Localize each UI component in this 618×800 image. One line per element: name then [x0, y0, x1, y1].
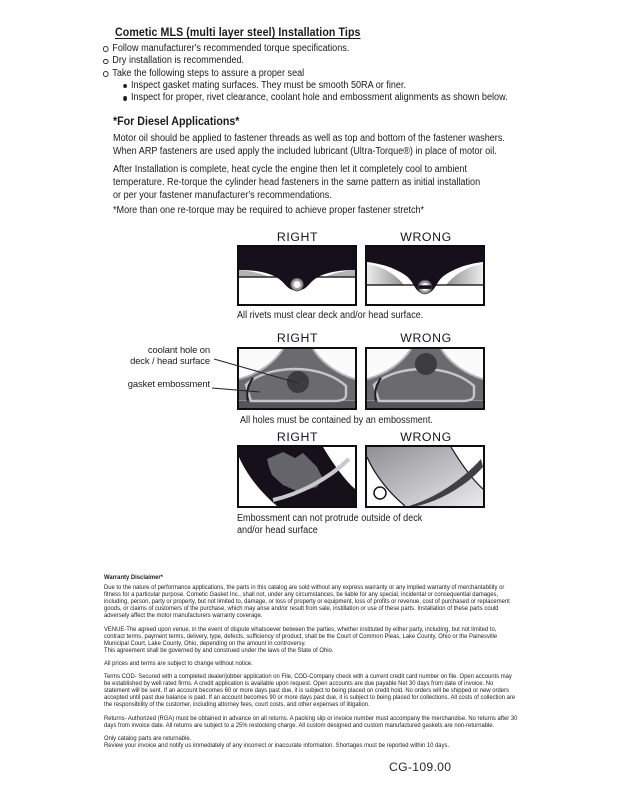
page-title: Cometic MLS (multi layer steel) Installation Tips: [115, 25, 361, 39]
legal-line: VENUE-The agreed upon venue, in the event of dispute whatsoever between the parties, whether instituted by either party, including, but not limited to, contract terms, payment terms, delivery, type, defects, sufficiency of product, shall be the Court of Common Pleas, Lake County, Ohio or the Painesville Municipal Court, Lake County, Ohio, depending on the amount in controversy.: [104, 625, 498, 647]
tip-text: Take the following steps to assure a proper seal: [112, 67, 305, 79]
rivet-right-diagram: [237, 245, 357, 306]
gasket-embossment-label: gasket embossment: [127, 378, 210, 389]
hole-right-diagram: [237, 347, 357, 410]
filled-bullet-icon: [123, 84, 127, 88]
holes-caption: All holes must be contained by an embossment.: [240, 415, 433, 426]
diesel-paragraph-1: [113, 133, 505, 159]
open-circle-bullet-icon: [103, 71, 108, 77]
tip-text: Follow manufacturer's recommended torque specifications.: [112, 43, 350, 54]
legal-line: Only catalog parts are returnable.: [104, 734, 192, 742]
caption-line: and/or head surface: [237, 524, 318, 536]
open-circle-bullet-icon: [103, 59, 108, 65]
list-item: [103, 43, 508, 55]
paragraph-line: Motor oil should be applied to fastener threads as well as top and bottom of the fastener washers.: [113, 133, 505, 144]
page-code: CG-109.00: [389, 760, 452, 774]
warranty-paragraph: Due to the nature of performance applications, the parts in this catalog are sold without any express warranty or any implied warranty of merchantability or fitness for a particular purpose. Cometic Gasket Inc., shall not, under any circumstances, be liable for any special, incidental or consequential damages, including, person, party or property, but not limited to, damage, or loss of property or equipment, loss of profits or revenue, cost of purchased or replacement goods, or claims of customers of the purchase, which may arise and/or result from sale, instillation or use of these parts. Installation of these parts could adversely affect the motor manufacturers warranty coverage.: [104, 584, 510, 620]
diesel-applications-heading: *For Diesel Applications*: [113, 115, 240, 128]
paragraph-line: temperature. Re-torque the cylinder head fasteners in the same pattern as initial installation: [113, 176, 481, 188]
retorque-note: *More than one re-torque may be required to achieve proper fastener stretch*: [113, 205, 425, 216]
wrong-label: WRONG: [400, 430, 452, 444]
tips-list: [103, 43, 508, 104]
paragraph-line: When ARP fasteners are used apply the included lubricant (Ultra-Torque®) in place of motor oil.: [113, 145, 497, 157]
legal-disclaimer: [104, 574, 518, 755]
embossment-right-diagram: [237, 445, 357, 508]
rivets-caption: All rivets must clear deck and/or head surface.: [237, 310, 424, 321]
catalog-paragraph: [104, 735, 518, 749]
wrong-label: WRONG: [400, 331, 452, 345]
diesel-paragraph-2: [113, 164, 480, 203]
terms-paragraph: Terms COD- Secured with a completed dealer/jobber application on File, COD-Company check with a current credit card number on file. Open accounts may be established by well rated firms. A credit application is available upon request. Open accounts are due payable Net 30 days from date of invoice. No statement will be sent. If an account becomes 60 or more days past due, it is subject to being placed on credit hold. No orders will be shipped or new orders accepted until past due balance is paid. If an account becomes 90 or more days past due, it is subject to being placed for collections. All costs of collection are the responsibility of the customer, including attorney fees, court costs, and other expenses of litigation.: [104, 673, 516, 709]
filled-bullet-icon: [123, 96, 127, 100]
legal-line: Review your invoice and notify us immediately of any incorrect or inaccurate information. Shortages must be reported within 10 days.: [104, 741, 450, 749]
embossment-wrong-diagram: [365, 445, 485, 508]
open-circle-bullet-icon: [103, 46, 108, 52]
prices-paragraph: All prices and terms are subject to change without notice.: [104, 659, 253, 667]
right-label: RIGHT: [276, 230, 319, 244]
warranty-disclaimer-heading: Warranty Disclaimer*: [104, 574, 163, 581]
list-item: [123, 80, 507, 92]
returns-paragraph: Returns- Authorized (RGA) must be obtained in advance on all returns. A packing slip or invoice number must accompany the merchandise. No returns after 30 days from invoice date. All returns are subject to a 25% restocking charge. All custom designed and custom manufactured gaskets are non-returnable.: [104, 714, 518, 729]
tip-text: Inspect for proper, rivet clearance, coolant hole and embossment alignments as shown below.: [130, 92, 508, 104]
tip-text: Inspect gasket mating surfaces. They must be smooth 50RA or finer.: [130, 79, 407, 91]
venue-paragraph: [104, 626, 518, 654]
paragraph-line: After Installation is complete, heat cycle the engine then let it completely cool to ambient: [113, 164, 468, 175]
list-item: [103, 55, 508, 67]
right-label: RIGHT: [276, 331, 319, 345]
embossment-caption: [237, 513, 422, 536]
rivet-wrong-diagram: [365, 245, 485, 306]
tip-text: Dry installation is recommended.: [112, 55, 245, 67]
hole-wrong-diagram: [365, 347, 485, 410]
list-item: [103, 68, 508, 80]
wrong-label: WRONG: [400, 230, 452, 244]
coolant-hole-label: [100, 345, 210, 366]
label-line: deck / head surface: [130, 354, 210, 366]
paragraph-line: or per your fastener manufacturer's recommendations.: [113, 189, 332, 201]
list-item: [123, 92, 507, 104]
right-label: RIGHT: [276, 430, 319, 444]
legal-line: This agreement shall be governed by and construed under the laws of the State of Ohio.: [104, 646, 334, 654]
label-line: coolant hole on: [147, 344, 210, 355]
caption-line: Embossment can not protrude outside of deck: [237, 513, 423, 524]
